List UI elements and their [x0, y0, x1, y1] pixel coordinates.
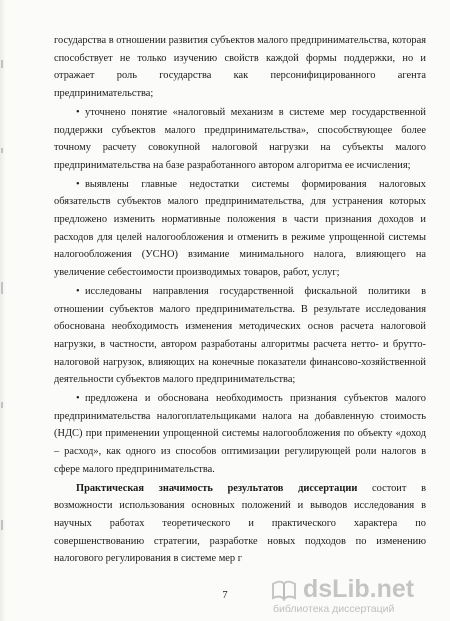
paragraph-text: уточнено понятие «налоговый механизм в системе мер государственной поддержки субъектов малого предпринимательства», способствующее более точному расчету совокупной налоговой нагрузки на субъекты малого предпринимательства на базе разработанного автором алгоритма ее исчисления;: [54, 106, 426, 171]
bullet-paragraph: [54, 176, 426, 282]
bullet-icon: •: [76, 393, 80, 405]
dissertation-page-text: [54, 32, 426, 569]
paragraph-text: государства в отношении развития субъектов малого предпринимательства, которая способствует не только изучению свойств каждой формы поддержки, но и отражает роль государства как персонифицированного агента предпринимательства;: [54, 35, 426, 100]
page-number: 7: [222, 590, 228, 601]
paragraph-text: предложена и обоснована необходимость признания субъектов малого предпринимательства налогоплательщиками налога на добавленную стоимость (НДС) при применении упрощенной системы налогообложения по объекту «доход – расход», как одного из способов оптимизации регулирующей роли налогов в сфере малого предпринимательства.: [54, 393, 426, 475]
scan-mark: [1, 402, 3, 408]
practical-significance-paragraph: [54, 480, 426, 569]
bullet-icon: •: [76, 106, 80, 118]
bullet-paragraph: [54, 104, 426, 175]
bullet-paragraph: [54, 283, 426, 389]
scan-mark: [1, 60, 3, 68]
paragraph-text: выявлены главные недостатки системы формирования налоговых обязательств субъектов малого предпринимательства, для устранения которых предложено изменить нормативные положения в части признания доходов и расходов для целей налогообложения и отменить в режиме упрощенной системы налогообложения (УСНО) взимание минимального налога, влияющего на увеличение себестоимости производимых товаров, работ, услуг;: [54, 178, 426, 279]
practical-significance-text: состоит в возможности использования основных положений и выводов исследования в научных работах теоретического и практического характера по совершенствованию стратегии, разработке новых подходов по изменению налогового регулирования в системе мер г: [54, 482, 426, 565]
scan-mark: [1, 520, 3, 530]
watermark-subtitle: библиотека диссертаций: [273, 603, 395, 615]
bullet-paragraph: [54, 390, 426, 479]
scan-mark: [1, 148, 3, 153]
bullet-icon: •: [76, 178, 80, 190]
scan-mark: [1, 282, 3, 294]
continued-paragraph: [54, 32, 426, 103]
watermark-brand: dsLib.net: [303, 575, 415, 603]
paragraph-text: исследованы направления государственной фискальной политики в отношении субъектов малого предпринимательства. В результате исследования обоснована необходимость изменения методических основ расчета налоговой нагрузки, в частности, автором разработаны алгоритмы расчета нетто- и брутто-налоговой нагрузок, влияющих на конечные показатели финансово-хозяйственной деятельности субъектов малого предпринимательства;: [54, 285, 426, 386]
bullet-icon: •: [76, 285, 80, 297]
practical-significance-title: Практическая значимость результатов диссертации: [76, 482, 358, 494]
